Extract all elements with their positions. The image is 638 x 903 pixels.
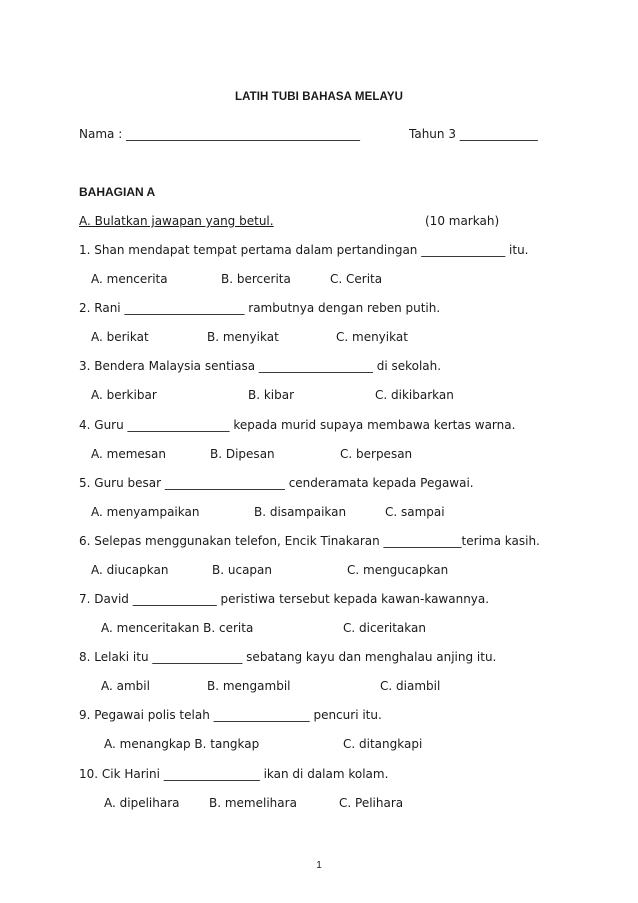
question-7-option-a[interactable]: A. menceritakan B. cerita — [101, 621, 254, 635]
question-8-option-b[interactable]: B. mengambil — [207, 679, 291, 693]
question-2-text: 2. Rani ____________________ rambutnya dengan reben putih. — [79, 301, 441, 315]
question-2-option-a[interactable]: A. berikat — [91, 330, 149, 344]
question-6-text: 6. Selepas menggunakan telefon, Encik Tinakaran _____________terima kasih. — [79, 534, 540, 548]
question-5-text: 5. Guru besar ____________________ cenderamata kepada Pegawai. — [79, 476, 474, 490]
name-field-label: Nama : _______________________________________ — [79, 127, 361, 141]
question-3-option-b[interactable]: B. kibar — [248, 388, 295, 402]
question-4-option-a[interactable]: A. memesan — [91, 447, 166, 461]
question-2-option-c[interactable]: C. menyikat — [336, 330, 408, 344]
question-3-option-a[interactable]: A. berkibar — [91, 388, 157, 402]
question-4-option-c[interactable]: C. berpesan — [340, 447, 413, 461]
question-1-option-b[interactable]: B. bercerita — [221, 272, 291, 286]
question-8-option-c[interactable]: C. diambil — [380, 679, 441, 693]
question-1-option-a[interactable]: A. mencerita — [91, 272, 168, 286]
question-2-option-b[interactable]: B. menyikat — [207, 330, 279, 344]
question-5-option-c[interactable]: C. sampai — [385, 505, 445, 519]
marks-label: (10 markah) — [425, 214, 500, 228]
question-4-option-b[interactable]: B. Dipesan — [210, 447, 275, 461]
question-4-text: 4. Guru _________________ kepada murid supaya membawa kertas warna. — [79, 418, 516, 432]
question-7-text: 7. David ______________ peristiwa tersebut kepada kawan-kawannya. — [79, 592, 490, 606]
question-1-text: 1. Shan mendapat tempat pertama dalam pertandingan ______________ itu. — [79, 243, 529, 257]
section-heading: BAHAGIAN A — [79, 185, 156, 199]
question-3-text: 3. Bendera Malaysia sentiasa ___________________ di sekolah. — [79, 359, 442, 373]
question-10-text: 10. Cik Harini ________________ ikan di dalam kolam. — [79, 767, 389, 781]
year-field-label: Tahun 3 _____________ — [409, 127, 538, 141]
question-5-option-b[interactable]: B. disampaikan — [254, 505, 347, 519]
question-1-option-c[interactable]: C. Cerita — [330, 272, 383, 286]
question-10-option-a[interactable]: A. dipelihara — [104, 796, 180, 810]
question-10-option-c[interactable]: C. Pelihara — [339, 796, 404, 810]
question-8-option-a[interactable]: A. ambil — [101, 679, 150, 693]
question-7-option-c[interactable]: C. diceritakan — [343, 621, 426, 635]
page-title: LATIH TUBI BAHASA MELAYU — [234, 91, 404, 103]
question-9-text: 9. Pegawai polis telah ________________ pencuri itu. — [79, 708, 382, 722]
question-5-option-a[interactable]: A. menyampaikan — [91, 505, 200, 519]
question-6-option-a[interactable]: A. diucapkan — [91, 563, 169, 577]
question-6-option-b[interactable]: B. ucapan — [212, 563, 272, 577]
question-9-option-c[interactable]: C. ditangkapi — [343, 737, 423, 751]
question-6-option-c[interactable]: C. mengucapkan — [347, 563, 449, 577]
question-9-option-a[interactable]: A. menangkap B. tangkap — [104, 737, 260, 751]
instruction-text: A. Bulatkan jawapan yang betul. — [79, 214, 274, 228]
question-8-text: 8. Lelaki itu _______________ sebatang kayu dan menghalau anjing itu. — [79, 650, 497, 664]
question-3-option-c[interactable]: C. dikibarkan — [375, 388, 454, 402]
question-10-option-b[interactable]: B. memelihara — [209, 796, 297, 810]
page-number: 1 — [316, 860, 322, 871]
